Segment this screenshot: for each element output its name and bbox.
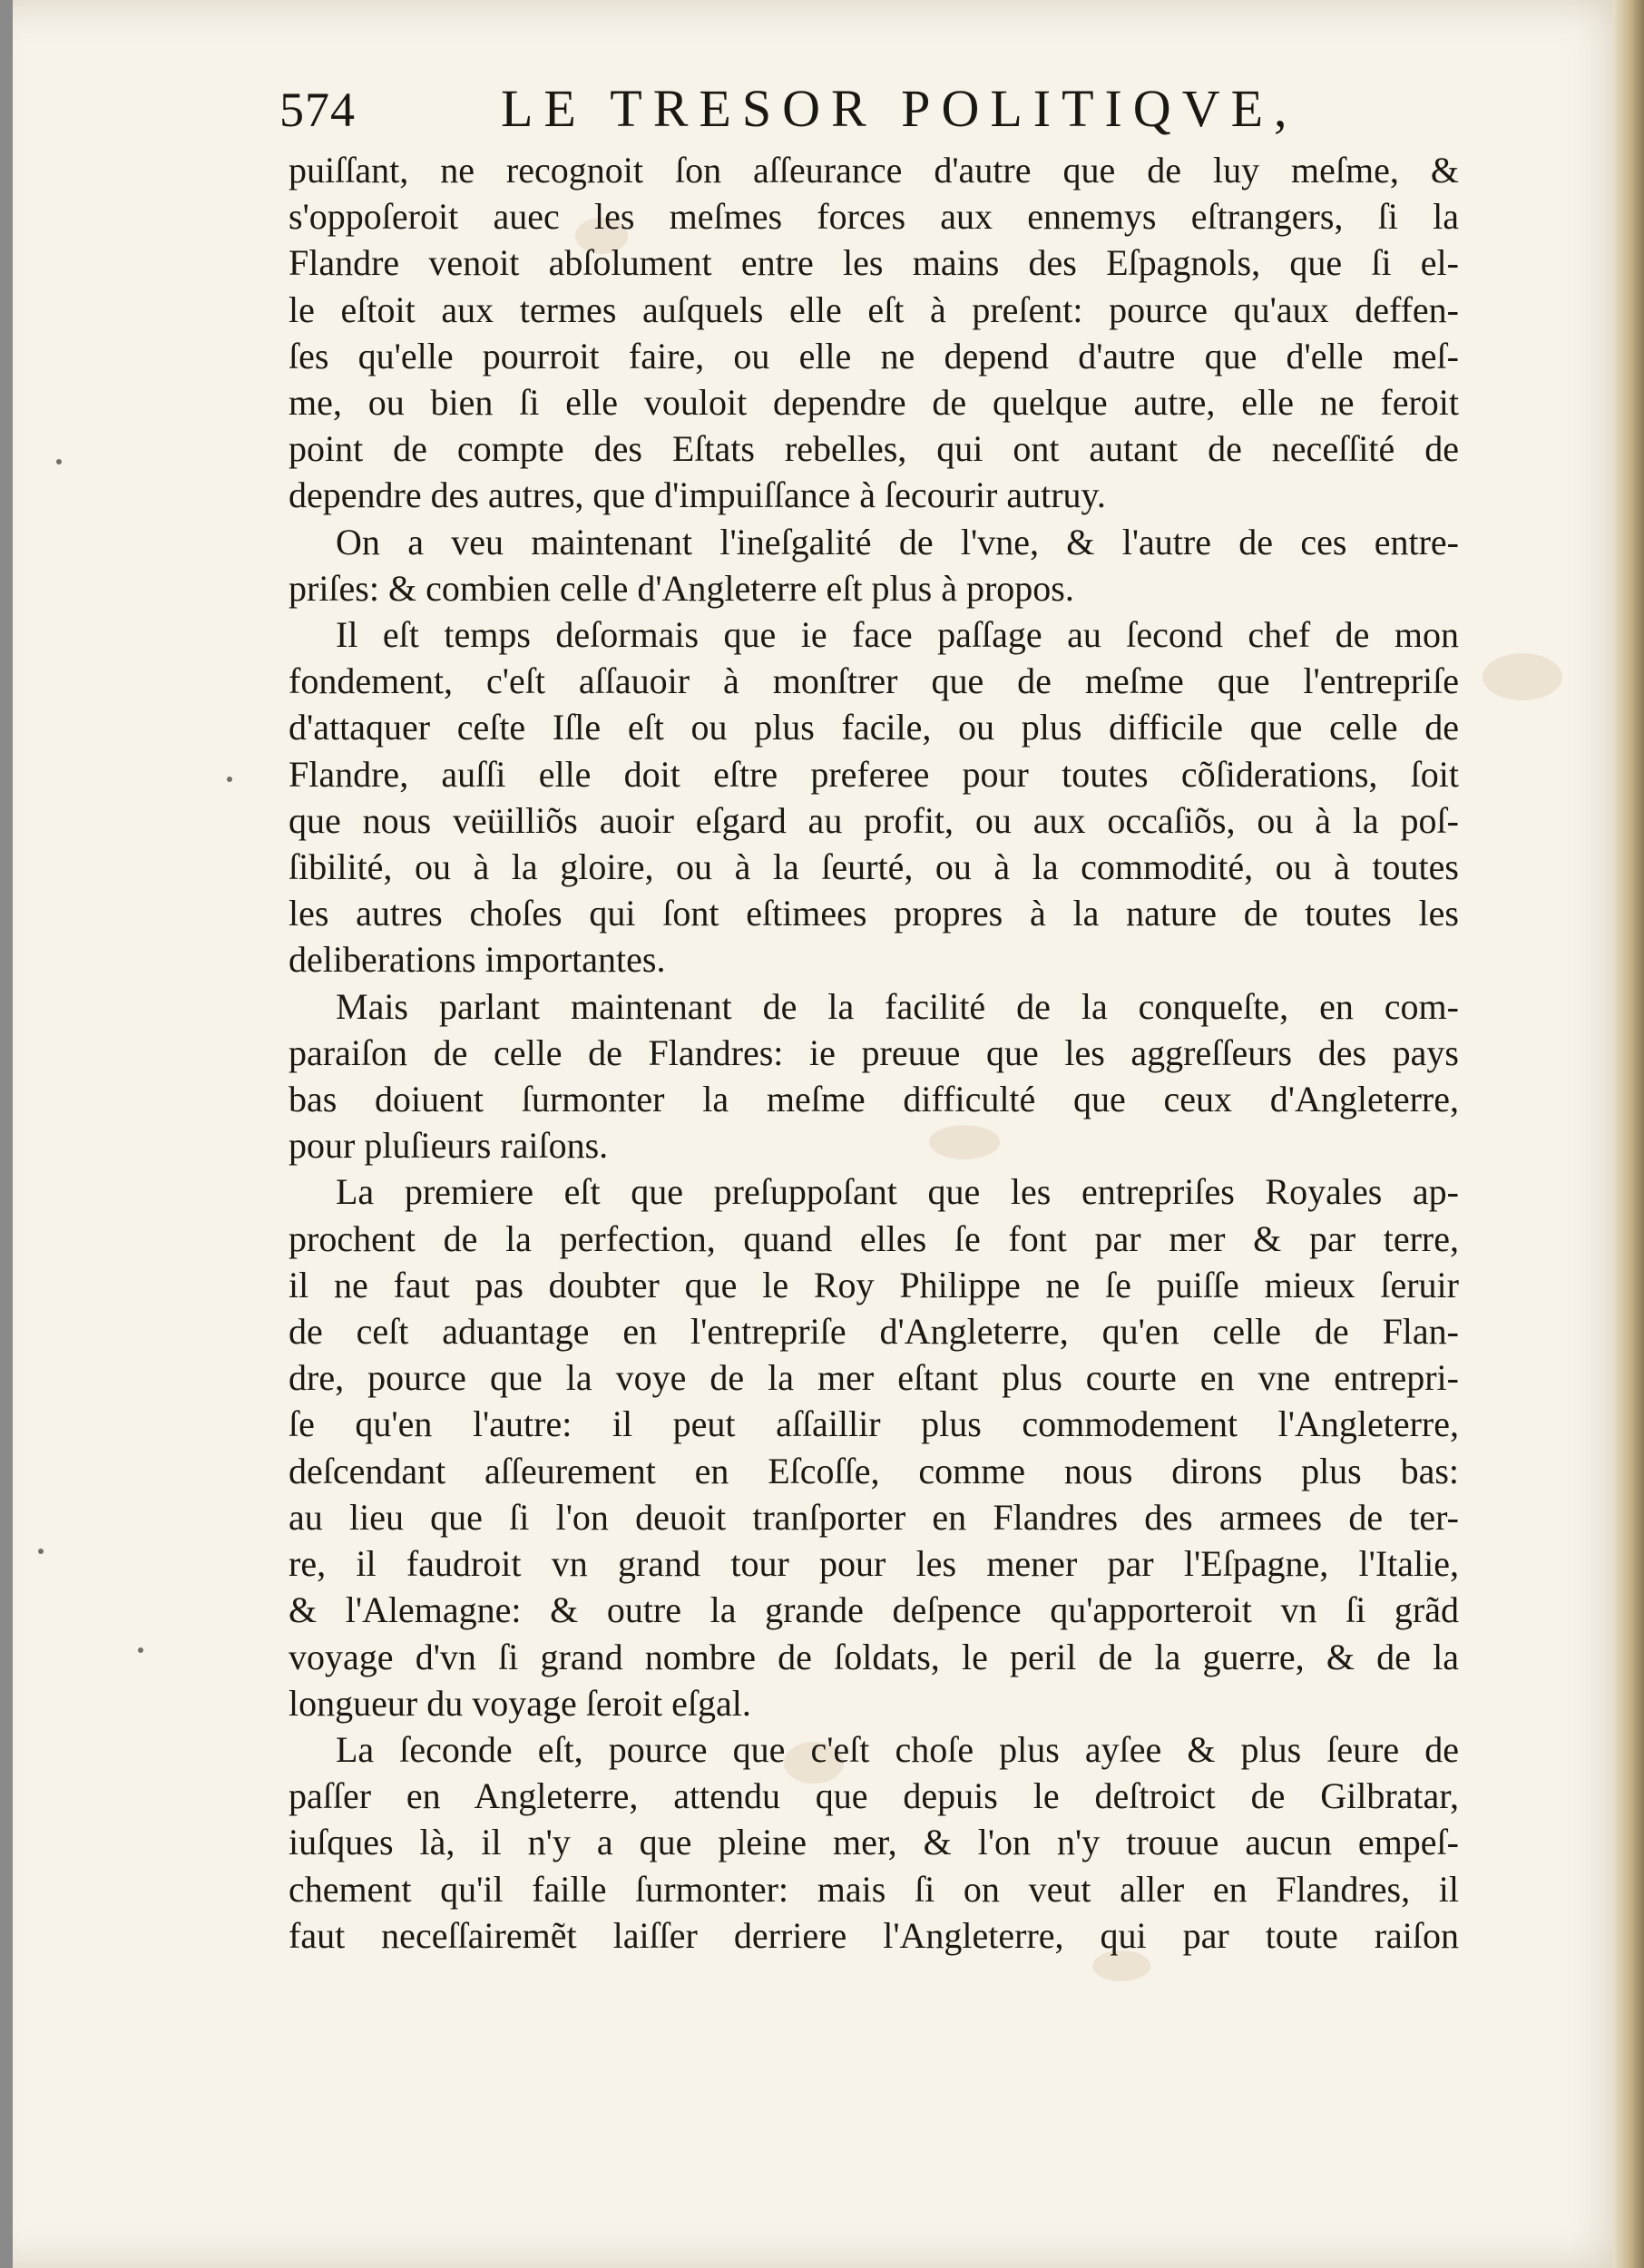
running-head: LE TRESOR POLITIQVE, xyxy=(501,79,1298,138)
text-line: dre, pource que la voye de la mer eſtant plus courte en vne entrepri- xyxy=(289,1357,1459,1399)
text-line: & l'Alemagne: & outre la grande deſpence qu'apporteroit vn ſi grãd xyxy=(289,1589,1459,1631)
text-line: Flandre venoit abſolument entre les mains des Eſpagnols, que ſi el- xyxy=(289,242,1459,284)
text-line: deſcendant aſſeurement en Eſcoſſe, comme nous dirons plus bas: xyxy=(289,1450,1459,1491)
text-line: pour pluſieurs raiſons. xyxy=(289,1125,609,1167)
ink-speck xyxy=(56,459,62,464)
ink-speck xyxy=(38,1549,44,1554)
text-line: prochent de la perfection, quand elles ſe font par mer & par terre, xyxy=(289,1217,1459,1259)
text-line: voyage d'vn ſi grand nombre de ſoldats, le peril de la guerre, & de la xyxy=(289,1636,1459,1677)
body-text xyxy=(289,147,1459,1959)
text-line: point de compte des Eſtats rebelles, qui ont autant de neceſſité de xyxy=(289,428,1459,470)
ink-speck xyxy=(227,777,232,782)
text-line: ſibilité, ou à la gloire, ou à la ſeurté, ou à la commodité, ou à toutes xyxy=(289,846,1459,888)
text-line: le eſtoit aux termes auſquels elle eſt à preſent: pource qu'aux deffen- xyxy=(289,288,1459,330)
text-line: La premiere eſt que preſuppoſant que les entrepriſes Royales ap- xyxy=(336,1171,1459,1213)
text-line: ſes qu'elle pourroit faire, ou elle ne depend d'autre que d'elle meſ- xyxy=(289,335,1459,376)
text-line: les autres choſes qui ſont eſtimees propres à la nature de toutes les xyxy=(289,893,1459,934)
text-line: chement qu'il faille ſurmonter: mais ſi on veut aller en Flandres, il xyxy=(289,1868,1459,1910)
page-header xyxy=(269,74,1466,149)
text-line: Mais parlant maintenant de la facilité de la conqueſte, en com- xyxy=(336,985,1459,1027)
page-number: 574 xyxy=(279,83,356,137)
book-page xyxy=(13,0,1644,2268)
text-line: il ne faut pas doubter que le Roy Philippe ne ſe puiſſe mieux ſeruir xyxy=(289,1264,1459,1305)
text-line: deliberations importantes. xyxy=(289,939,666,981)
text-line: me, ou bien ſi elle vouloit dependre de quelque autre, elle ne feroit xyxy=(289,382,1459,424)
text-line: iuſques là, il n'y a que pleine mer, & l'on n'y trouue aucun empeſ- xyxy=(289,1822,1459,1863)
text-line: longueur du voyage ſeroit eſgal. xyxy=(289,1682,751,1724)
text-line: Il eſt temps deſormais que ie face paſſage au ſecond chef de mon xyxy=(336,614,1459,656)
text-line: ſe qu'en l'autre: il peut aſſaillir plus commodement l'Angleterre, xyxy=(289,1403,1459,1445)
text-line: bas doiuent ſurmonter la meſme difficulté que ceux d'Angleterre, xyxy=(289,1079,1459,1120)
text-line: On a veu maintenant l'ineſgalité de l'vne, & l'autre de ces entre- xyxy=(336,521,1459,562)
text-line: de ceſt aduantage en l'entrepriſe d'Angleterre, qu'en celle de Flan- xyxy=(289,1311,1459,1353)
text-line: faut neceſſairemẽt laiſſer derriere l'Angleterre, qui par toute raiſon xyxy=(289,1914,1459,1956)
text-line: priſes: & combien celle d'Angleterre eſt plus à propos. xyxy=(289,567,1074,609)
text-line: paraiſon de celle de Flandres: ie preuue que les aggreſſeurs des pays xyxy=(289,1031,1459,1073)
paper-stain xyxy=(1483,653,1562,700)
text-line: dependre des autres, que d'impuiſſance à ſecourir autruy. xyxy=(289,474,1106,516)
ink-speck xyxy=(138,1647,143,1653)
text-line: fondement, c'eſt aſſauoir à monſtrer que de meſme que l'entrepriſe xyxy=(289,660,1459,702)
text-line: puiſſant, ne recognoit ſon aſſeurance d'autre que de luy meſme, & xyxy=(289,150,1459,191)
text-line: paſſer en Angleterre, attendu que depuis le deſtroict de Gilbratar, xyxy=(289,1775,1459,1817)
text-line: re, il faudroit vn grand tour pour les mener par l'Eſpagne, l'Italie, xyxy=(289,1543,1459,1585)
text-line: d'attaquer ceſte Iſle eſt ou plus facile, ou plus difficile que celle de xyxy=(289,707,1459,748)
text-line: Flandre, auſſi elle doit eſtre preferee pour toutes cõſiderations, ſoit xyxy=(289,753,1459,795)
text-line: que nous veüilliõs auoir eſgard au profit, ou aux occaſiõs, ou à la poſ- xyxy=(289,799,1459,841)
page-gutter xyxy=(1613,0,1644,2268)
text-line: s'oppoſeroit auec les meſmes forces aux ennemys eſtrangers, ſi la xyxy=(289,196,1459,238)
text-line: au lieu que ſi l'on deuoit tranſporter en Flandres des armees de ter- xyxy=(289,1496,1459,1538)
text-line: La ſeconde eſt, pource que c'eſt choſe plus ayſee & plus ſeure de xyxy=(336,1728,1459,1770)
